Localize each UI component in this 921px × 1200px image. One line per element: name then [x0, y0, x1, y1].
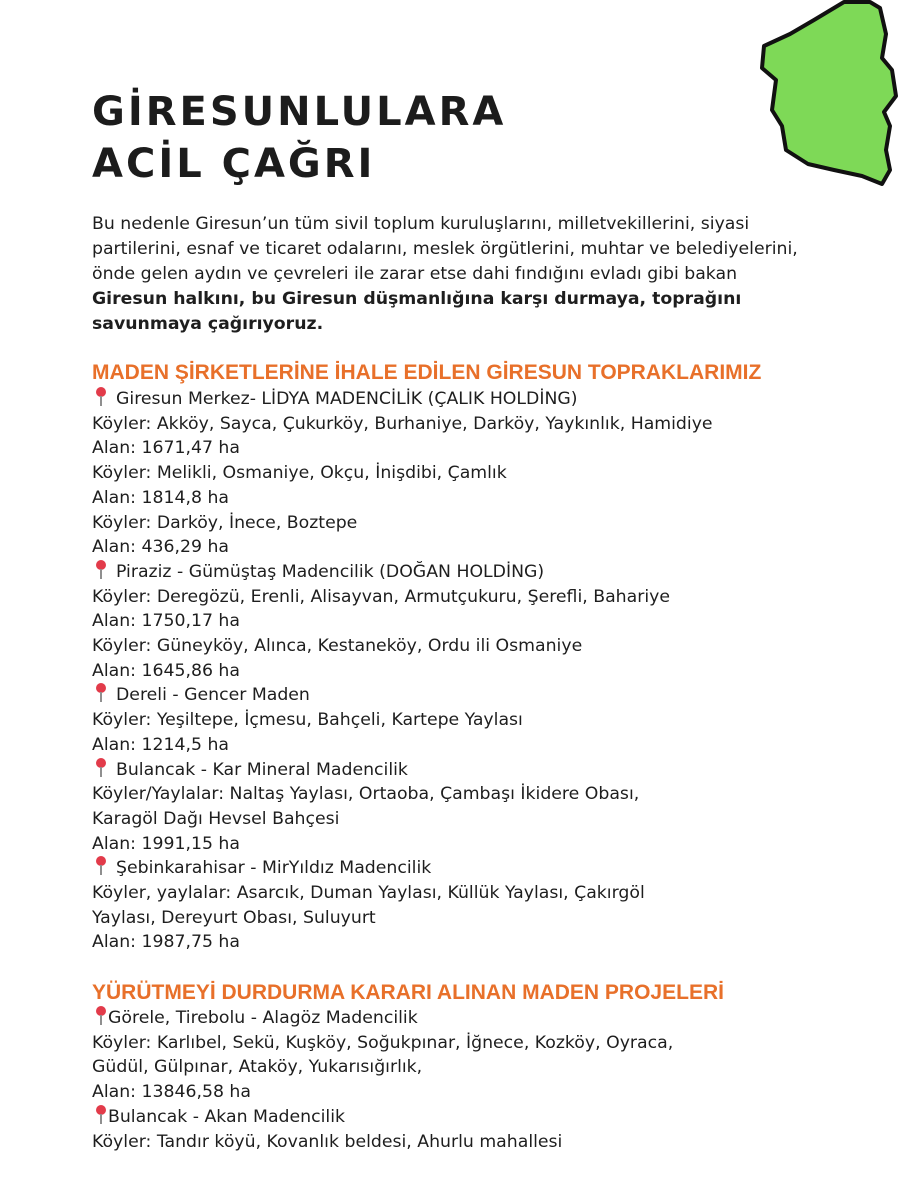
- company-line: Dereli - Gencer Maden: [116, 685, 310, 706]
- list-item: Alan: 1991,15 ha: [92, 833, 240, 854]
- location-pin-icon: [96, 1006, 106, 1026]
- section-heading-stay-of-execution: YÜRÜTMEYİ DURDURMA KARARI ALINAN MADEN PROJELERİ: [92, 981, 724, 1004]
- list-item: Alan: 1645,86 ha: [92, 660, 240, 681]
- list-item: [92, 1006, 832, 1031]
- list-item: Alan: 436,29 ha: [92, 537, 229, 558]
- company-line: Giresun Merkez- LİDYA MADENCİLİK (ÇALIK HOLDİNG): [116, 389, 578, 409]
- list-item: Köyler: Melikli, Osmaniye, Okçu, İnişdibi, Çamlık: [92, 463, 507, 484]
- company-line: Şebinkarahisar - MirYıldız Madencilik: [116, 858, 432, 879]
- list-item: [92, 560, 832, 585]
- list-item: Alan: 1814,8 ha: [92, 487, 229, 508]
- list-item: [92, 758, 832, 783]
- section-heading-tendered-lands: MADEN ŞİRKETLERİNE İHALE EDİLEN GİRESUN TOPRAKLARIMIZ: [92, 361, 762, 384]
- location-pin-icon: [96, 1105, 106, 1125]
- list-item: Alan: 1214,5 ha: [92, 734, 229, 755]
- list-item: Köyler: Tandır köyü, Kovanlık beldesi, Ahurlu mahallesi: [92, 1131, 563, 1152]
- list-item: Alan: 1750,17 ha: [92, 611, 240, 632]
- intro-text: Bu nedenle Giresun’un tüm sivil toplum kuruluşlarını, milletvekillerini, siyasi partilerini, esnaf ve ticaret odalarını, meslek örgütlerini, muhtar ve belediyelerini, önde gelen aydın ve çevreleri ile zarar etse dahi fındığını evladı gibi bakan: [92, 214, 798, 284]
- list-item: Köyler: Yeşiltepe, İçmesu, Bahçeli, Kartepe Yaylası: [92, 710, 523, 731]
- company-line: Piraziz - Gümüştaş Madencilik (DOĞAN HOLDİNG): [116, 561, 545, 582]
- list-item: Köyler: Darköy, İnece, Boztepe: [92, 512, 358, 533]
- company-line: Bulancak - Akan Madencilik: [108, 1106, 346, 1127]
- page-title: [92, 86, 506, 190]
- title-line-2: ACİL ÇAĞRI: [92, 141, 376, 187]
- company-line: Bulancak - Kar Mineral Madencilik: [116, 759, 408, 780]
- list-item: [92, 387, 832, 412]
- list-item: Köyler: Güneyköy, Alınca, Kestaneköy, Ordu ili Osmaniye: [92, 636, 583, 657]
- list-item: Köyler, yaylalar: Asarcık, Duman Yaylası, Küllük Yaylası, Çakırgöl: [92, 883, 645, 904]
- intro-paragraph: [92, 212, 812, 337]
- list-item: [92, 1105, 832, 1130]
- list-item: Alan: 1987,75 ha: [92, 932, 240, 953]
- list-item: Köyler: Deregözü, Erenli, Alisayvan, Armutçukuru, Şerefli, Bahariye: [92, 586, 670, 607]
- list-item: Güdül, Gülpınar, Ataköy, Yukarısığırlık,: [92, 1057, 423, 1078]
- tendered-lands-list: [92, 387, 832, 955]
- company-line: Görele, Tirebolu - Alagöz Madencilik: [108, 1008, 418, 1028]
- list-item: [92, 683, 832, 708]
- list-item: [92, 856, 832, 881]
- giresun-map-icon: [752, 0, 921, 190]
- list-item: Alan: 1671,47 ha: [92, 438, 240, 459]
- list-item: Köyler: Karlıbel, Sekü, Kuşköy, Soğukpınar, İğnece, Kozköy, Oyraca,: [92, 1032, 674, 1053]
- list-item: Köyler/Yaylalar: Naltaş Yaylası, Ortaoba, Çambaşı İkidere Obası,: [92, 784, 640, 805]
- location-pin-icon: [96, 758, 106, 778]
- location-pin-icon: [96, 560, 106, 580]
- stay-of-execution-list: [92, 1006, 832, 1154]
- title-line-1: GİRESUNLULARA: [92, 89, 507, 135]
- location-pin-icon: [96, 683, 106, 703]
- list-item: Karagöl Dağı Hevsel Bahçesi: [92, 808, 340, 829]
- location-pin-icon: [96, 387, 106, 407]
- list-item: Köyler: Akköy, Sayca, Çukurköy, Burhaniye, Darköy, Yaykınlık, Hamidiye: [92, 413, 713, 434]
- list-item: Yaylası, Dereyurt Obası, Suluyurt: [92, 907, 376, 928]
- location-pin-icon: [96, 856, 106, 876]
- list-item: Alan: 13846,58 ha: [92, 1082, 251, 1103]
- intro-bold-text: Giresun halkını, bu Giresun düşmanlığına karşı durmaya, toprağını savunmaya çağırıyoruz.: [92, 289, 742, 334]
